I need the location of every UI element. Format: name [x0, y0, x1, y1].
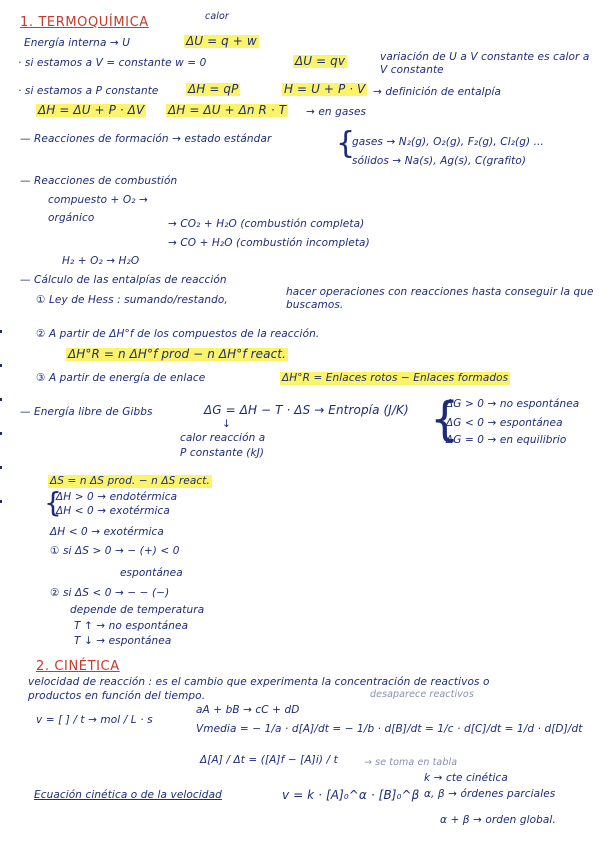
- delta-concentracion: Δ[A] / Δt = ([A]f − [A]i) / t: [200, 754, 338, 766]
- line-energia-interna: Energía interna → U: [24, 37, 131, 49]
- combustion-incompleta: → CO + H₂O (combustión incompleta): [168, 237, 370, 249]
- label-reacciones-combustion: — Reacciones de combustión: [20, 175, 178, 187]
- note-tabla: → se toma en tabla: [364, 757, 458, 768]
- velocidad-definicion: velocidad de reacción : es el cambio que experimenta la concentración de reactivos o: [28, 676, 490, 688]
- brace-entalpia: {: [44, 486, 62, 519]
- endotermica: ΔH > 0 → endotérmica: [56, 491, 178, 503]
- margin-mark: [0, 398, 2, 401]
- calc-ley-hess-note: hacer operaciones con reacciones hasta conseguir la que buscamos.: [286, 286, 594, 311]
- gibbs-cond-espontanea: ΔG < 0 → espontánea: [446, 417, 563, 429]
- note-alpha-beta: α, β → órdenes parciales: [424, 788, 556, 800]
- label-calculo-entalpias: — Cálculo de las entalpías de reacción: [20, 274, 227, 286]
- equation-du-qv: ΔU = qv: [295, 54, 346, 68]
- section-title-cinetica: 2. CINÉTICA: [36, 659, 120, 674]
- margin-mark: [0, 330, 2, 333]
- gibbs-cond-equilibrio: ΔG = 0 → en equilibrio: [446, 434, 567, 446]
- gibbs-note-calor: calor reacción a: [180, 432, 266, 444]
- velocidad-units: v = [ ] / t → mol / L · s: [36, 714, 153, 726]
- equation-h-u-pv: H = U + P · V: [284, 82, 366, 96]
- annotation-calor: calor: [205, 11, 229, 22]
- calc-energia-enlace: ③ A partir de energía de enlace: [36, 372, 206, 384]
- case-t-sube: T ↑ → no espontánea: [74, 620, 189, 632]
- brace-gibbs: {: [430, 392, 460, 446]
- formacion-solidos: sólidos → Na(s), Ag(s), C(grafito): [352, 155, 527, 167]
- velocidad-definicion-2: productos en función del tiempo.: [28, 690, 206, 702]
- combustion-h2: H₂ + O₂ → H₂O: [62, 255, 140, 267]
- section-title-termoquimica: 1. TERMOQUÍMICA: [20, 15, 149, 30]
- exotermica: ΔH < 0 → exotérmica: [56, 505, 170, 517]
- velocidad-media: Vmedia = − 1/a · d[A]/dt = − 1/b · d[B]/dt = 1/c · d[C]/dt = 1/d · d[D]/dt: [196, 723, 583, 735]
- brace-formacion: {: [336, 126, 356, 161]
- entropia-equation: ΔS = n ΔS prod. − n ΔS react.: [50, 475, 210, 487]
- margin-mark: [0, 500, 2, 503]
- case-ds-positivo: ① si ΔS > 0 → − (+) < 0: [50, 545, 180, 557]
- note-desaparece: desaparece reactivos: [370, 689, 474, 700]
- equation-dh-du-pdv: ΔH = ΔU + P · ΔV: [38, 103, 145, 117]
- gibbs-note-p-constante: P constante (kJ): [180, 447, 265, 459]
- case-t-baja: T ↓ → espontánea: [74, 635, 172, 647]
- note-entalpia: → definición de entalpía: [373, 86, 502, 98]
- label-ecuacion-cinetica: Ecuación cinética o de la velocidad: [34, 789, 222, 801]
- case-ds-positivo-resultado: espontánea: [120, 567, 183, 579]
- case-depende-temperatura: depende de temperatura: [70, 604, 205, 616]
- case-ds-negativo: ② si ΔS < 0 → − − (−): [50, 587, 170, 599]
- calc-partir-dhf: ② A partir de ΔH°f de los compuestos de la reacción.: [36, 328, 320, 340]
- ecuacion-cinetica: v = k · [A]₀^α · [B]₀^β: [282, 788, 420, 802]
- gibbs-equation: ΔG = ΔH − T · ΔS → Entropía (J/K): [204, 403, 409, 417]
- equation-dh-du-ngas: ΔH = ΔU + Δn R · T: [168, 103, 287, 117]
- note-orden-global: α + β → orden global.: [440, 814, 556, 826]
- margin-mark: [0, 432, 2, 435]
- line-p-constante: · si estamos a P constante: [18, 85, 159, 97]
- exotermica-2: ΔH < 0 → exotérmica: [50, 526, 164, 538]
- calc-ley-hess: ① Ley de Hess : sumando/restando,: [36, 294, 228, 306]
- label-reacciones-formacion: — Reacciones de formación → estado estándar: [20, 133, 272, 145]
- label-gibbs: — Energía libre de Gibbs: [20, 406, 153, 418]
- gibbs-down-arrow: ↓: [222, 418, 231, 430]
- margin-mark: [0, 364, 2, 367]
- note-gases: → en gases: [306, 106, 367, 118]
- combustion-organico: orgánico: [48, 212, 95, 224]
- margin-mark: [0, 466, 2, 469]
- calc-enlace-equation: ΔH°R = Enlaces rotos − Enlaces formados: [282, 372, 509, 384]
- calc-dhf-equation: ΔH°R = n ΔH°f prod − n ΔH°f react.: [68, 347, 287, 361]
- note-v-constante: variación de U a V constante es calor a V constante: [380, 51, 590, 76]
- equation-dh-qp: ΔH = qP: [188, 82, 239, 96]
- reaction-general: aA + bB → cC + dD: [196, 704, 300, 716]
- equation-du: ΔU = q + w: [186, 34, 257, 48]
- combustion-compuesto: compuesto + O₂ →: [48, 194, 148, 206]
- gibbs-cond-no-espontanea: ΔG > 0 → no espontánea: [446, 398, 580, 410]
- note-k: k → cte cinética: [424, 772, 508, 784]
- line-v-constante: · si estamos a V = constante w = 0: [18, 57, 207, 69]
- combustion-completa: → CO₂ + H₂O (combustión completa): [168, 218, 365, 230]
- formacion-gases: gases → N₂(g), O₂(g), F₂(g), Cl₂(g) ...: [352, 136, 544, 148]
